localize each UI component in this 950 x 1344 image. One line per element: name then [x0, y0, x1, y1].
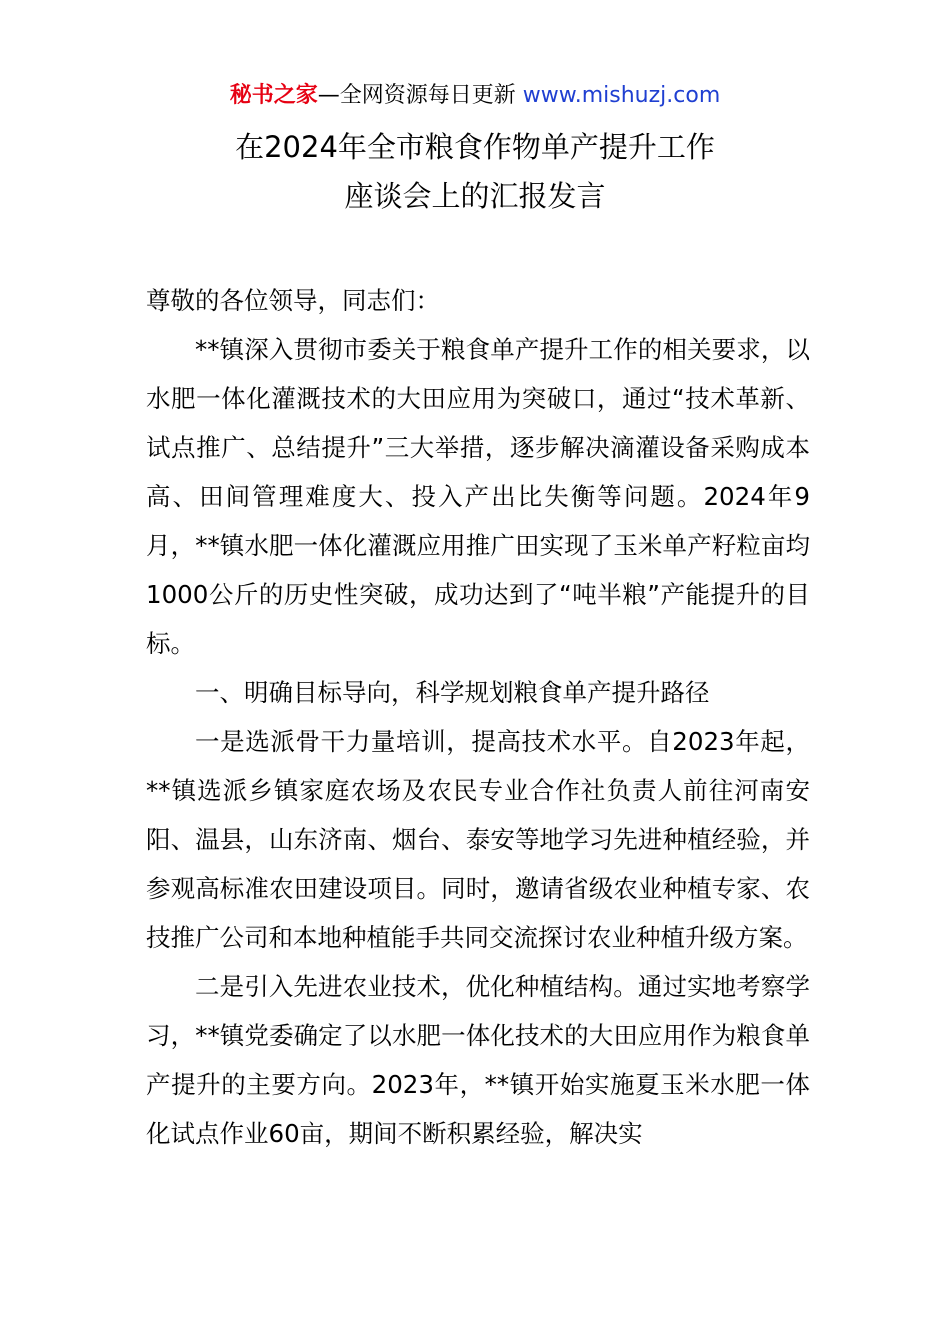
document-title-line-1: 在2024年全市粮食作物单产提升工作 [235, 130, 715, 164]
document-body [146, 276, 810, 1158]
paragraph-point-1: 一是选派骨干力量培训，提高技术水平。自2023年起，**镇选派乡镇家庭农场及农民专业合作社负责人前往河南安阳、温县，山东济南、烟台、泰安等地学习先进种植经验，并参观高标准农田建设项目。同时，邀请省级农业种植专家、农技推广公司和本地种植能手共同交流探讨农业种植升级方案。 [146, 727, 810, 952]
site-name: 秘书之家 [229, 83, 318, 108]
document-title-line-2: 座谈会上的汇报发言 [344, 179, 606, 213]
paragraph-point-2: 二是引入先进农业技术，优化种植结构。通过实地考察学习，**镇党委确定了以水肥一体化技术的大田应用作为粮食单产提升的主要方向。2023年，**镇开始实施夏玉米水肥一体化试点作业60亩，期间不断积累经验，解决实 [146, 972, 810, 1148]
site-url[interactable]: www.mishuzj.com [522, 83, 721, 108]
paragraph-intro: **镇深入贯彻市委关于粮食单产提升工作的相关要求，以水肥一体化灌溉技术的大田应用为突破口，通过“技术革新、试点推广、总结提升”三大举措，逐步解决滴灌设备采购成本高、田间管理难度大、投入产出比失衡等问题。2024年9月，**镇水肥一体化灌溉应用推广田实现了玉米单产籽粒亩均1000公斤的历史性突破，成功达到了“吨半粮”产能提升的目标。 [146, 335, 810, 658]
site-tagline: —全网资源每日更新 [317, 83, 516, 108]
site-header [0, 80, 950, 112]
section-heading-1: 一、明确目标导向，科学规划粮食单产提升路径 [195, 678, 710, 707]
salutation: 尊敬的各位领导，同志们： [146, 286, 440, 315]
